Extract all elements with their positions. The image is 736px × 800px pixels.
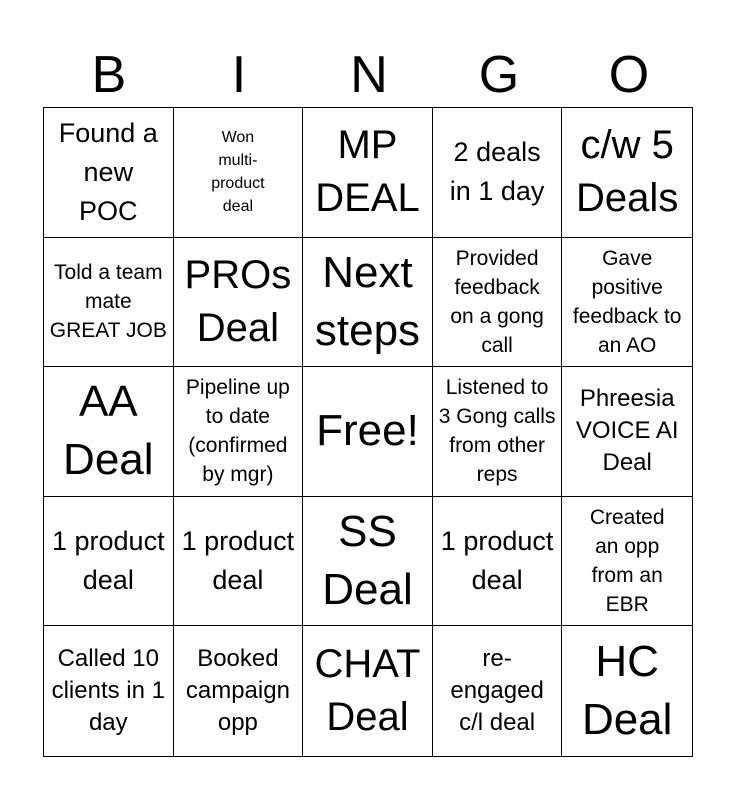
cell-text: CHAT Deal [314, 642, 421, 740]
bingo-cell[interactable] [303, 238, 433, 368]
cell-text: Called 10 clients in 1 day [51, 645, 165, 737]
header-letter-b: B [91, 46, 127, 104]
bingo-cell[interactable] [562, 497, 692, 627]
bingo-cell[interactable] [562, 108, 692, 238]
cell-text: 2 deals in 1 day [449, 137, 545, 207]
bingo-cell[interactable] [44, 108, 174, 238]
cell-text: Created an opp from an EBR [589, 506, 665, 617]
bingo-cell[interactable] [44, 626, 174, 756]
bingo-cell[interactable] [174, 497, 304, 627]
bingo-cell[interactable] [303, 367, 433, 497]
cell-text: AA Deal [63, 377, 154, 485]
bingo-cell[interactable] [562, 626, 692, 756]
header-letter-n: N [350, 46, 388, 104]
cell-text: SS Deal [322, 507, 413, 615]
cell-text: HC Deal [581, 637, 673, 745]
cell-text: Gave positive feedback to an AO [572, 246, 682, 357]
bingo-header [44, 42, 694, 108]
cell-text: MP DEAL [315, 123, 420, 221]
bingo-cell[interactable] [433, 108, 563, 238]
cell-text: Next steps [314, 247, 421, 355]
cell-text: Phreesia VOICE AI Deal [575, 385, 679, 477]
cell-text: 1 product deal [181, 526, 295, 596]
bingo-cell[interactable] [174, 367, 304, 497]
cell-text: Won multi-product deal [211, 129, 265, 216]
cell-text: Found a new POC [58, 117, 158, 226]
bingo-cell[interactable] [562, 367, 692, 497]
bingo-cell[interactable] [433, 367, 563, 497]
bingo-cell[interactable] [303, 108, 433, 238]
cell-text: Booked campaign opp [185, 645, 290, 737]
bingo-cell[interactable] [44, 238, 174, 368]
bingo-cell[interactable] [433, 238, 563, 368]
bingo-board [43, 107, 693, 757]
bingo-cell[interactable] [174, 238, 304, 368]
cell-text: re-engaged c/l deal [450, 645, 544, 737]
cell-text: PROs Deal [184, 252, 292, 350]
cell-text: Listened to 3 Gong calls from other reps [438, 376, 556, 487]
cell-text: c/w 5 Deals [576, 123, 679, 221]
bingo-cell[interactable] [44, 367, 174, 497]
bingo-cell[interactable] [303, 626, 433, 756]
header-letter-o: O [608, 46, 650, 104]
cell-text: 1 product deal [440, 526, 554, 596]
header-letter-i: I [231, 46, 247, 104]
cell-text: Free! [316, 406, 419, 456]
cell-text: Told a team mate GREAT JOB [49, 261, 167, 343]
bingo-cell[interactable] [303, 497, 433, 627]
bingo-cell[interactable] [433, 497, 563, 627]
bingo-cell[interactable] [433, 626, 563, 756]
cell-text: Provided feedback on a gong call [450, 246, 544, 357]
bingo-cell[interactable] [174, 108, 304, 238]
cell-text: Pipeline up to date (confirmed by mgr) [185, 376, 290, 487]
bingo-cell[interactable] [174, 626, 304, 756]
cell-text: 1 product deal [52, 526, 165, 596]
bingo-cell[interactable] [562, 238, 692, 368]
bingo-cell[interactable] [44, 497, 174, 627]
header-letter-g: G [478, 46, 520, 104]
